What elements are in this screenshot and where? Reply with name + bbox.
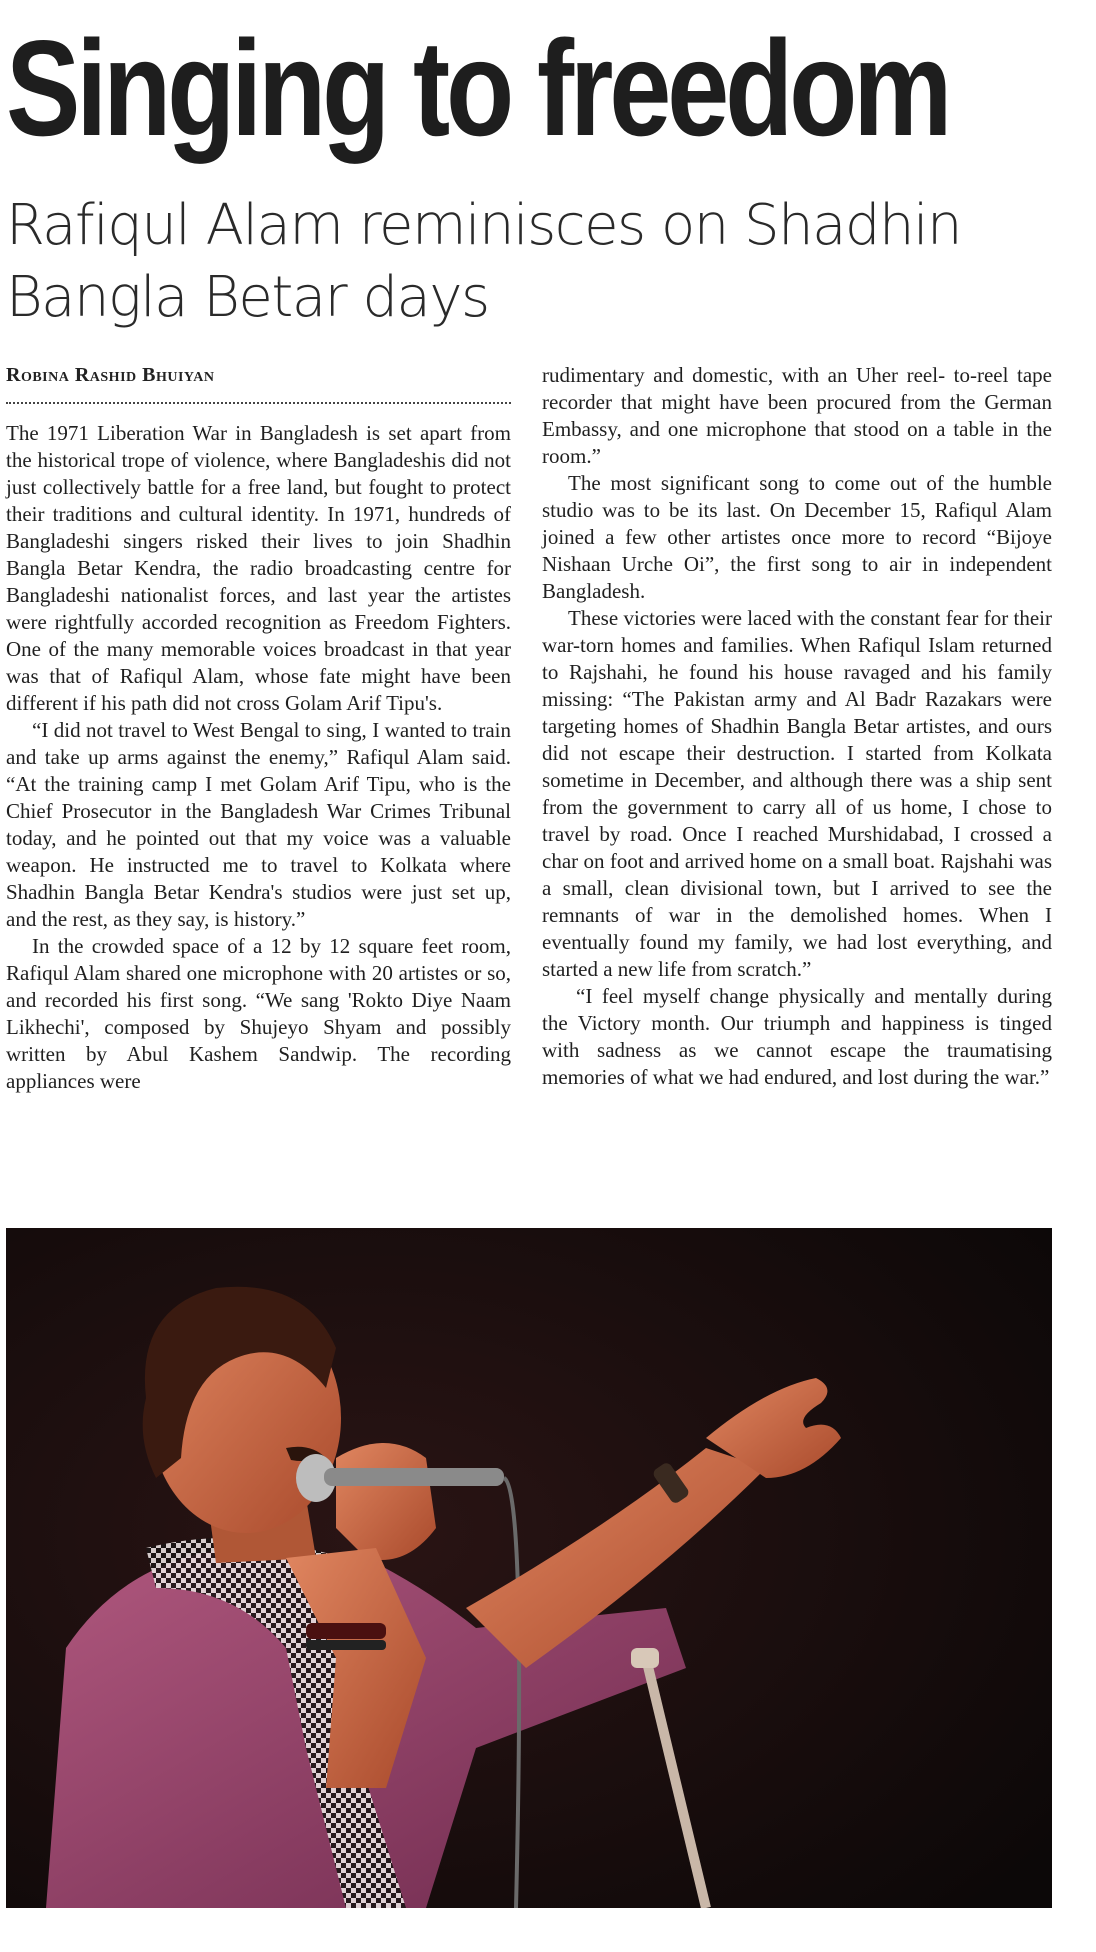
article-subheadline: Rafiqul Alam reminisces on Shadhin Bangla Betar days bbox=[6, 193, 962, 330]
paragraph: The most significant song to come out of the humble studio was to be its last. On December 15, Rafiqul Alam joined a few other artistes once more to record “Bijoye Nishaan Urche Oi”, the first song to air in independent Bangladesh. bbox=[542, 471, 1052, 603]
article-column-left bbox=[6, 420, 511, 1095]
paragraph: The 1971 Liberation War in Bangladesh is set apart from the historical trope of violence, where Bangladeshis did not just collectively battle for a free land, but fought to protect their traditions and cultural identity. In 1971, hundreds of Bangladeshi singers risked their lives to join Shadhin Bangla Betar Kendra, the radio broadcasting centre for Bangladeshi nationalist forces, and last year the artistes were rightfully accorded recognition as Freedom Fighters. One of the many memorable voices broadcast in that year was that of Rafiqul Alam, whose fate might have been different if his path did not cross Golam Arif Tipu's. bbox=[6, 421, 511, 715]
paragraph: “I feel myself change physically and mentally during the Victory month. Our triumph and happiness is tinged with sadness as we cannot escape the traumatising memories of what we had endured, and lost during the war.” bbox=[542, 984, 1052, 1089]
paragraph: “I did not travel to West Bengal to sing, I wanted to train and take up arms against the enemy,” Rafiqul Alam said. “At the training camp I met Golam Arif Tipu, who is the Chief Prosecutor in the Bangladesh War Crimes Tribunal today, and he pointed out that my voice was a valuable weapon. He instructed me to travel to Kolkata where Shadhin Bangla Betar Kendra's studios were just set up, and the rest, as they say, is history.” bbox=[6, 718, 511, 931]
singer-photo-illustration bbox=[6, 1228, 1052, 1908]
article-byline: Robina Rashid Bhuiyan bbox=[6, 364, 215, 386]
paragraph: rudimentary and domestic, with an Uher reel- to-reel tape recorder that might have been procured from the German Embassy, and one microphone that stood on a table in the room.” bbox=[542, 363, 1052, 468]
byline-divider bbox=[6, 402, 511, 404]
paragraph: In the crowded space of a 12 by 12 square feet room, Rafiqul Alam shared one microphone with 20 artistes or so, and recorded his first song. “We sang 'Rokto Diye Naam Likhechi', composed by Shujeyo Shyam and possibly written by Abul Kashem Sandwip. The recording appliances were bbox=[6, 934, 511, 1093]
article-column-right bbox=[542, 362, 1052, 1091]
paragraph: These victories were laced with the constant fear for their war-torn homes and families. When Rafiqul Islam returned to Rajshahi, he found his house ravaged and his family missing: “The Pakistan army and Al Badr Razakars were targeting homes of Shadhin Bangla Betar artistes, and ours did not escape their destruction. I started from Kolkata sometime in December, and although there was a ship sent from the government to carry all of us home, I chose to travel by road. Once I reached Murshidabad, I crossed a char on foot and arrived home on a small boat. Rajshahi was a small, clean divisional town, but I arrived to see the remnants of war in the demolished homes. When I eventually found my family, we had lost everything, and started a new life from scratch.” bbox=[542, 606, 1052, 981]
singer-photo bbox=[6, 1228, 1052, 1908]
article-headline: Singing to freedom bbox=[6, 12, 949, 164]
